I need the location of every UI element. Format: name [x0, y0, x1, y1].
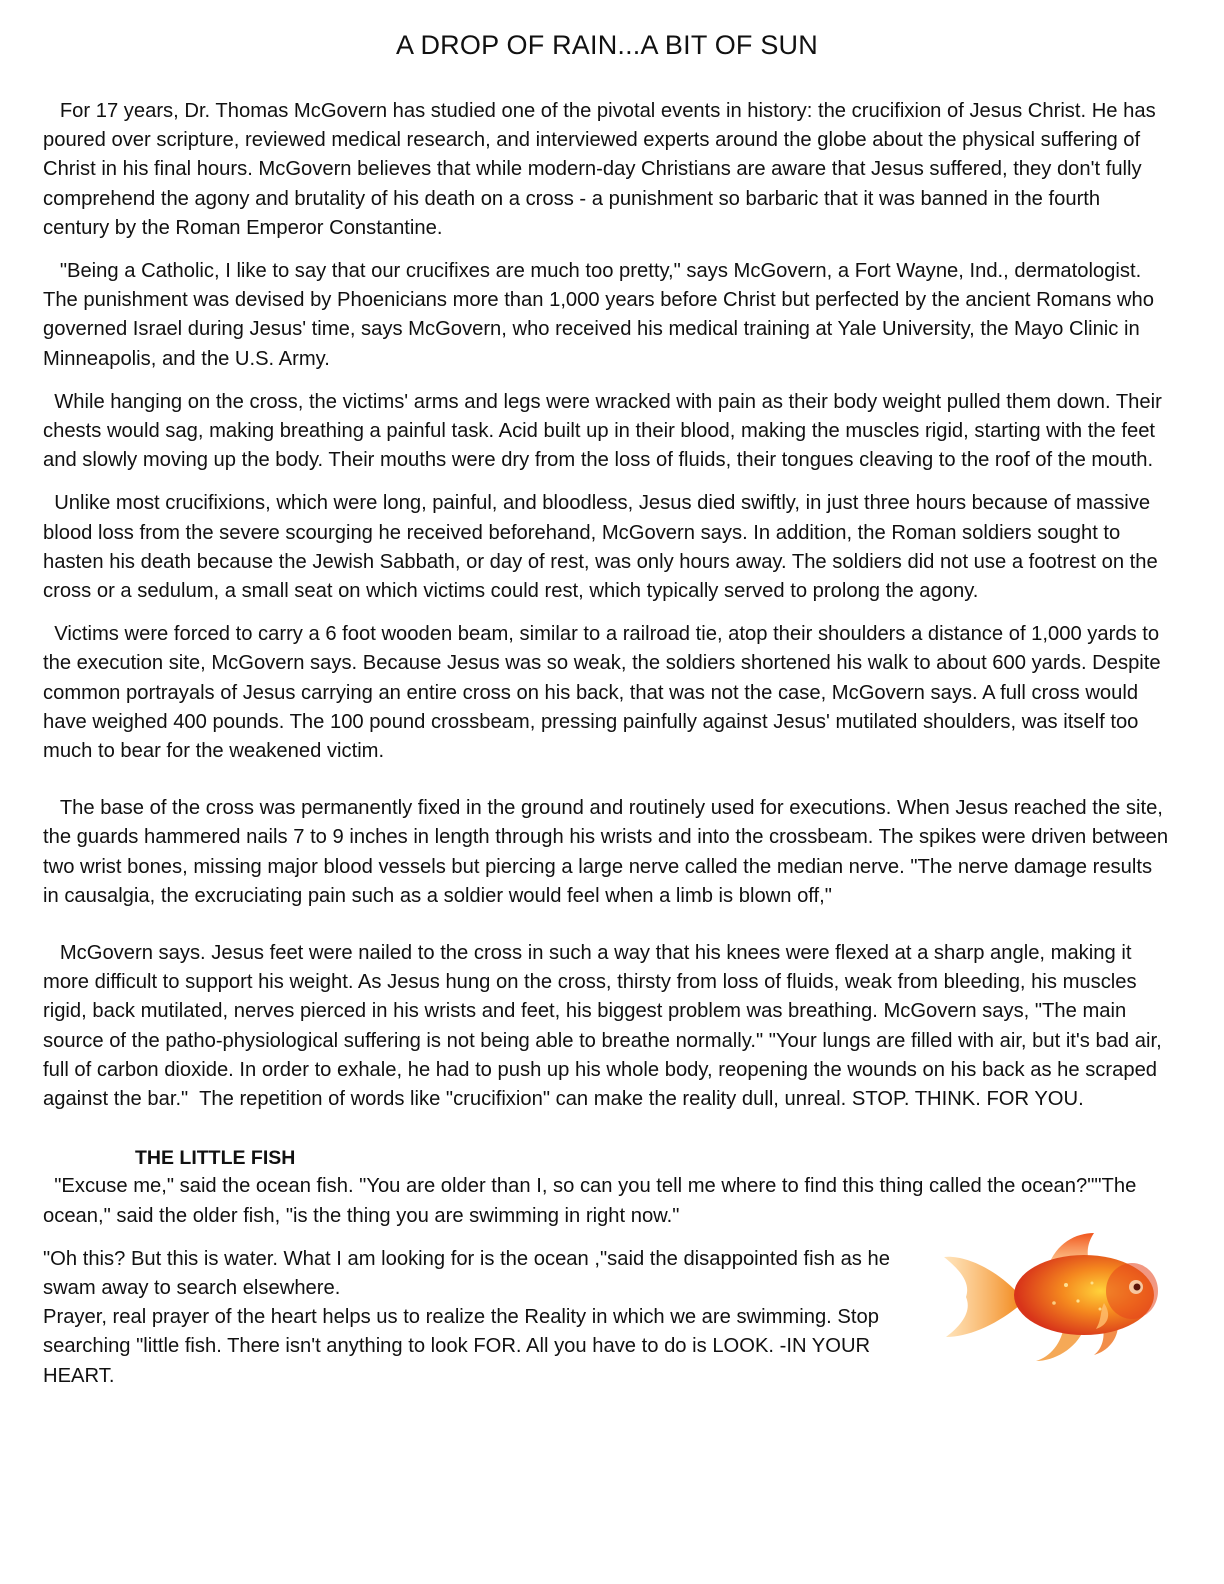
- little-fish-closing-block: [43, 1245, 1171, 1391]
- paragraph-6: The base of the cross was permanently fixed in the ground and routinely used for executions. When Jesus reached the site, the guards hammered nails 7 to 9 inches in length through his wrists and into the crossbeam. The spikes were driven between two wrist bones, missing major blood vessels but piercing a large nerve called the median nerve. "The nerve damage results in causalgia, the excruciating pain such as a soldier would feel when a limb is blown off,": [43, 797, 1174, 907]
- paragraph-7: McGovern says. Jesus feet were nailed to the cross in such a way that his knees were flexed at a sharp angle, making it more difficult to support his weight. As Jesus hung on the cross, thirsty from loss of fluids, weak from bleeding, his muscles rigid, back mutilated, nerves pierced in his wrists and feet, his biggest problem was breathing. McGovern says, "The main source of the patho-physiological suffering is not being able to breathe normally." "Your lungs are filled with air, but it's bad air, full of carbon dioxide. In order to exhale, he had to push up his whole body, reopening the wounds on his back as he scraped against the bar." The repetition of words like "crucifixion" can make the reality dull, unreal. STOP. THINK. FOR YOU.: [43, 942, 1168, 1111]
- paragraph-4: Unlike most crucifixions, which were long, painful, and bloodless, Jesus died swiftly, in just three hours because of massive blood loss from the severe scourging he received beforehand, McGovern says. In addition, the Roman soldiers sought to hasten his death because the Jewish Sabbath, or day of rest, was only hours away. The soldiers did not use a footrest on the cross or a sedulum, a small seat on which victims could rest, which typically served to prolong the agony.: [43, 492, 1164, 603]
- paragraph-2: "Being a Catholic, I like to say that our crucifixes are much too pretty," says McGovern, a Fort Wayne, Ind., dermatologist. The punishment was devised by Phoenicians more than 1,000 years before Christ but perfected by the ancient Romans who governed Israel during Jesus' time, says McGovern, who received his medical training at Yale University, the Mayo Clinic in Minneapolis, and the U.S. Army.: [43, 260, 1160, 370]
- page-title: A DROP OF RAIN...A BIT OF SUN: [396, 30, 818, 60]
- little-fish-heading: THE LITTLE FISH: [135, 1147, 296, 1170]
- little-fish-closing: "Oh this? But this is water. What I am looking for is the ocean ,"said the disappointed fish as he swam away to search elsewhere. Prayer, real prayer of the heart helps us to realize the Reality in which we are swimming. Stop searching "little fish. There isn't anything to look FOR. All you have to do is LOOK. -IN YOUR HEART.: [43, 1247, 890, 1387]
- document-page: [43, 30, 1174, 1391]
- paragraph-3: While hanging on the cross, the victims' arms and legs were wracked with pain as their body weight pulled them down. Their chests would sag, making breathing a painful task. Acid built up in their blood, making the muscles rigid, starting with the feet and slowly moving up the body. Their mouths were dry from the loss of fluids, their tongues cleaving to the roof of the mouth.: [43, 390, 1168, 472]
- little-fish-intro: "Excuse me," said the ocean fish. "You are older than I, so can you tell me where to find this thing called the ocean?""The ocean," said the older fish, "is the thing you are swimming in right now.": [43, 1175, 1142, 1227]
- paragraph-5: Victims were forced to carry a 6 foot wooden beam, similar to a railroad tie, atop their shoulders a distance of 1,000 yards to the execution site, McGovern says. Because Jesus was so weak, the soldiers shortened his walk to about 600 yards. Despite common portrayals of Jesus carrying an entire cross on his back, that was not the case, McGovern says. A full cross would have weighed 400 pounds. The 100 pound crossbeam, pressing painfully against Jesus' mutilated shoulders, was itself too much to bear for the weakened victim.: [43, 623, 1167, 763]
- goldfish-icon: [936, 1225, 1166, 1365]
- paragraph-1: For 17 years, Dr. Thomas McGovern has studied one of the pivotal events in history: the crucifixion of Jesus Christ. He has poured over scripture, reviewed medical research, and interviewed experts around the globe about the physical suffering of Christ in his final hours. McGovern believes that while modern-day Christians are aware that Jesus suffered, they don't fully comprehend the agony and brutality of his death on a cross - a punishment so barbaric that it was banned in the fourth century by the Roman Emperor Constantine.: [43, 100, 1162, 239]
